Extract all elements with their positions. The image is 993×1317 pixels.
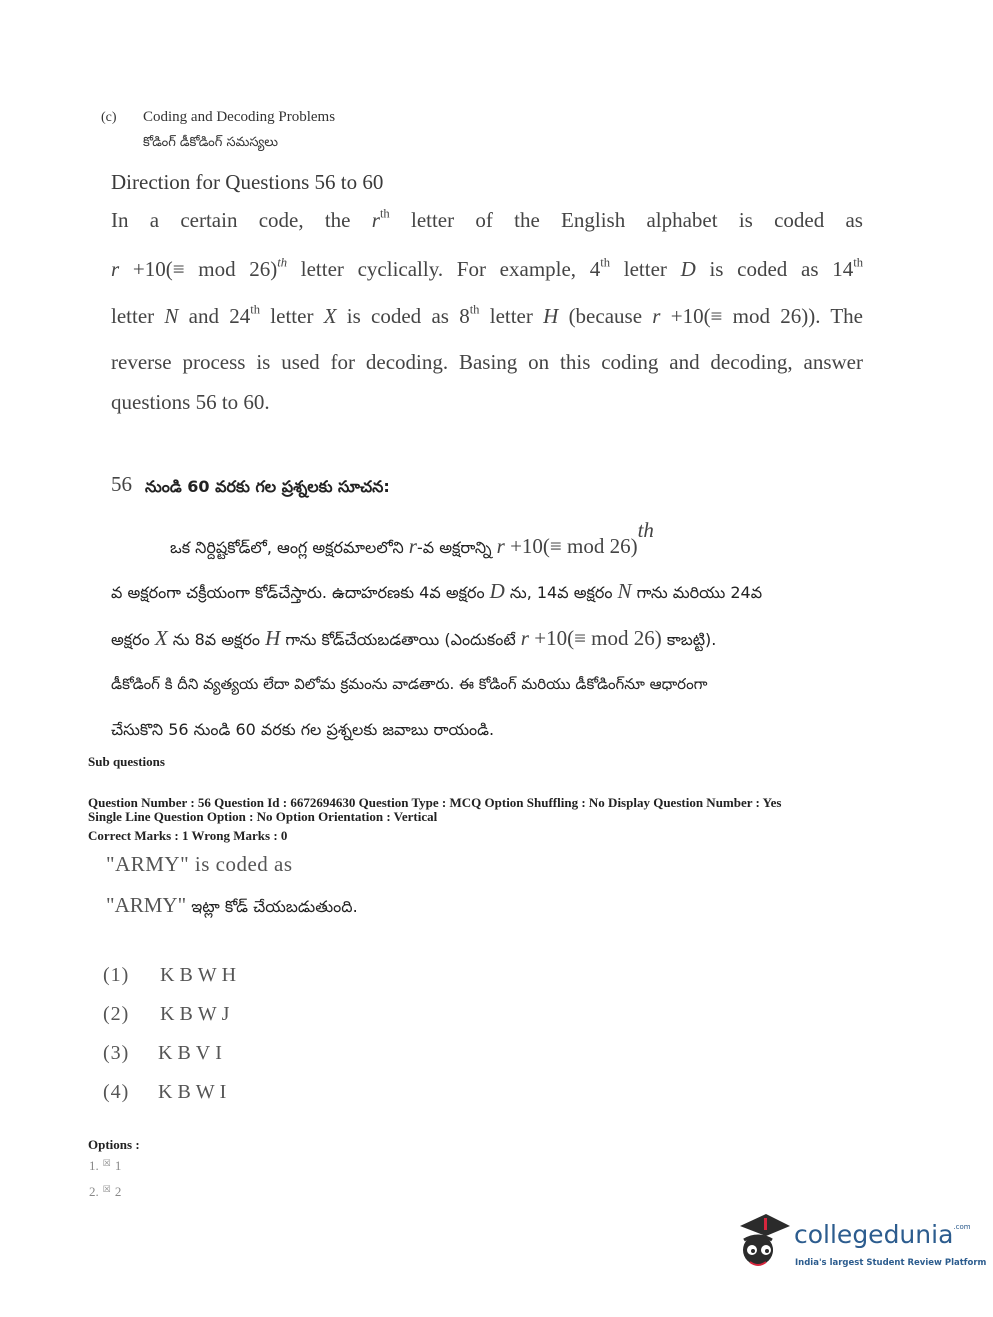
choice-value: KBWJ	[160, 1003, 235, 1025]
collegedunia-logo	[736, 1210, 987, 1280]
section-tag: (c)	[101, 110, 117, 125]
direction-heading: Direction for Questions 56 to 60	[111, 170, 384, 194]
choice-number: (1)	[103, 964, 130, 986]
direction-line-2: r +10(≡ mod 26)$^{th}$ letter cyclically. For example, 4th letter D is coded as 14th	[111, 255, 863, 281]
question-meta-line-3: Correct Marks : 1 Wrong Marks : 0	[88, 828, 288, 843]
telugu-line-2: వ అక్షరంగా చక్రీయంగా కోడ్‌చేస్తారు. ఉదాహరణకు 4వ అక్షరం D ను, 14వ అక్షరం N గాను మరియు 24వ	[111, 579, 763, 603]
direction-line-4: reverse process is used for decoding. Basing on this coding and decoding, answer	[111, 350, 863, 374]
logo-tagline: India's largest Student Review Platform	[795, 1258, 987, 1268]
cross-icon: ☒	[102, 1158, 111, 1168]
mascot-icon	[736, 1210, 792, 1280]
choice-number: (2)	[103, 1003, 130, 1025]
telugu-heading: నుండి 60 వరకు గల ప్రశ్నలకు సూచన:	[145, 477, 390, 496]
telugu-line-5: చేసుకొని 56 నుండి 60 వరకు గల ప్రశ్నలకు జవాబు రాయండి.	[111, 720, 495, 739]
section-title-telugu: కోడింగ్ డీకోడింగ్ సమస్యలు	[143, 135, 278, 150]
question-meta-line-1: Question Number : 56 Question Id : 6672694630 Question Type : MCQ Option Shuffling : No Display Question Number : Yes	[88, 795, 782, 810]
choice-number: (4)	[103, 1081, 130, 1103]
choice-number: (3)	[103, 1042, 130, 1064]
answer-option-1: 1. ☒ 1	[89, 1158, 122, 1173]
section-title: Coding and Decoding Problems	[143, 109, 336, 125]
question-text-english: "ARMY" is coded as	[106, 852, 293, 876]
cross-icon: ☒	[102, 1184, 111, 1194]
telugu-line-3: అక్షరం X ను 8వ అక్షరం H గాను కోడ్‌చేయబడతాయి (ఎందుకంటే r +10(≡ mod 26) కాబట్టి).	[111, 626, 717, 650]
direction-line-1: In a certain code, the $r^{th}$ letter of the English alphabet is coded as	[111, 206, 863, 232]
direction-line-3: letter N and 24th letter X is coded as 8th letter H (because r +10(≡ mod 26)). The	[111, 302, 864, 328]
telugu-line-1: ఒక నిర్దిష్టకోడ్‌లో, ఆంగ్ల అక్షరమాలలోని r-వ అక్షరాన్ని r +10(≡ mod 26)$^{th}$	[170, 518, 654, 558]
answer-option-2: 2. ☒ 2	[89, 1184, 122, 1199]
options-label: Options :	[88, 1137, 140, 1152]
choice-value: KBVI	[158, 1042, 227, 1064]
sub-questions-label: Sub questions	[88, 754, 165, 769]
question-meta-line-2: Single Line Question Option : No Option Orientation : Vertical	[88, 809, 438, 824]
telugu-line-4: డీకోడింగ్ కి దీని వ్యత్యయ లేదా విలోమ క్రమంను వాడతారు. ఈ కోడింగ్ మరియు డీకోడింగ్‌నూ ఆధారంగా	[111, 675, 708, 693]
question-text-telugu: "ARMY" ఇట్లా కోడ్ చేయబడుతుంది.	[106, 893, 358, 917]
choice-value: KBWH	[160, 964, 242, 986]
choice-value: KBWI	[158, 1081, 232, 1103]
direction-line-5: questions 56 to 60.	[111, 390, 270, 414]
logo-wordmark: collegedunia$^{.com}$	[794, 1220, 971, 1249]
telugu-heading-number: 56	[111, 472, 132, 496]
